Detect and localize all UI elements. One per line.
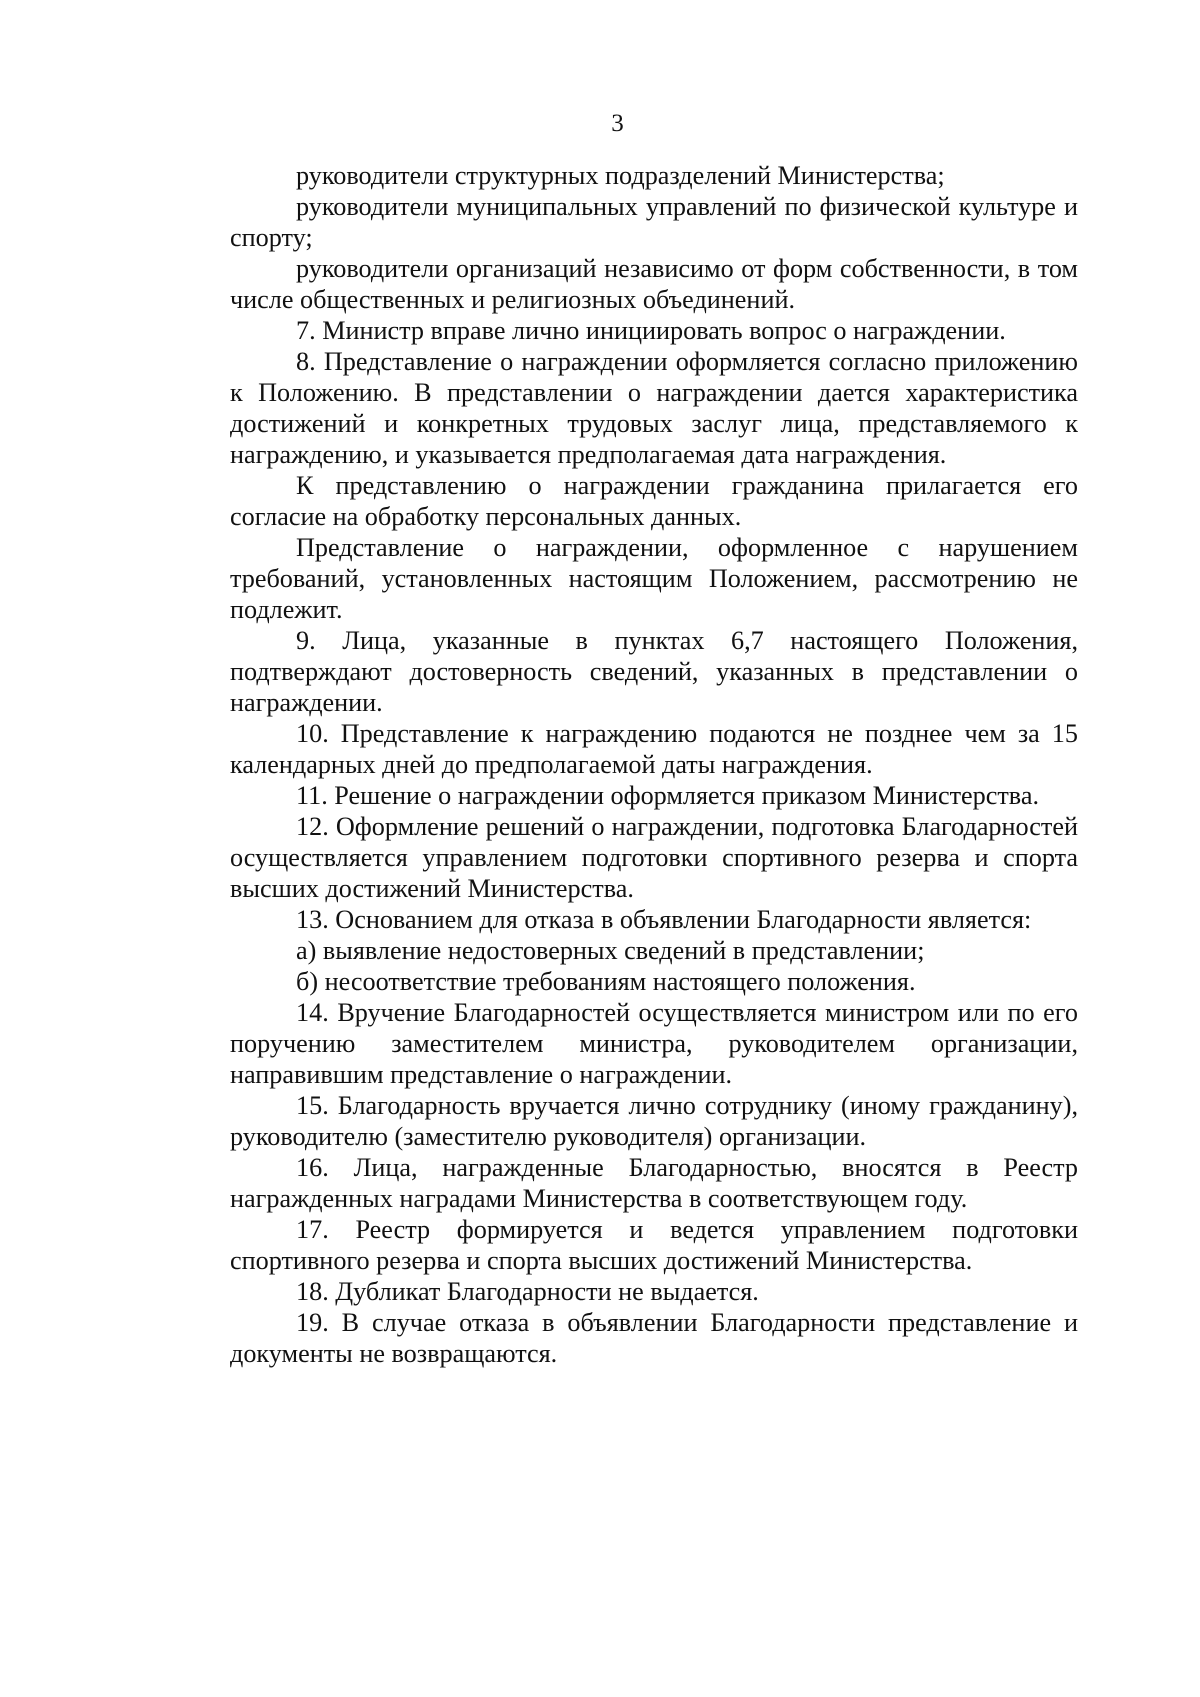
- paragraph: 19. В случае отказа в объявлении Благодарности представление и документы не возвращаются.: [230, 1308, 1078, 1368]
- paragraph: 15. Благодарность вручается лично сотруднику (иному гражданину), руководителю (заместителю руководителя) организации.: [230, 1091, 1078, 1151]
- paragraph: руководители организаций независимо от форм собственности, в том числе общественных и религиозных объединений.: [230, 254, 1078, 314]
- paragraph: Представление о награждении, оформленное с нарушением требований, установленных настоящим Положением, рассмотрению не подлежит.: [230, 533, 1078, 624]
- paragraph: 10. Представление к награждению подаются не позднее чем за 15 календарных дней до предполагаемой даты награждения.: [230, 719, 1078, 779]
- paragraph: К представлению о награждении гражданина прилагается его согласие на обработку персональных данных.: [230, 471, 1078, 531]
- paragraph: 8. Представление о награждении оформляется согласно приложению к Положению. В представлении о награждении дается характеристика достижений и конкретных трудовых заслуг лица, представляемого к награждению, и указывается предполагаемая дата награждения.: [230, 347, 1078, 469]
- page-number: 3: [611, 110, 624, 137]
- paragraph: 7. Министр вправе лично инициировать вопрос о награждении.: [296, 316, 1006, 345]
- paragraph: 14. Вручение Благодарностей осуществляется министром или по его поручению заместителем министра, руководителем организации, направившим представление о награждении.: [230, 998, 1078, 1089]
- paragraph: 9. Лица, указанные в пунктах 6,7 настоящего Положения, подтверждают достоверность сведений, указанных в представлении о награждении.: [230, 626, 1078, 717]
- paragraph: 13. Основанием для отказа в объявлении Благодарности является:: [296, 905, 1032, 934]
- paragraph: 16. Лица, награжденные Благодарностью, вносятся в Реестр награжденных наградами Министерства в соответствующем году.: [230, 1153, 1078, 1213]
- paragraph: б) несоответствие требованиям настоящего положения.: [296, 967, 916, 996]
- paragraph: 11. Решение о награждении оформляется приказом Министерства.: [296, 781, 1039, 810]
- paragraph: руководители структурных подразделений Министерства;: [296, 161, 945, 190]
- document-body: [230, 160, 1078, 1369]
- paragraph: 12. Оформление решений о награждении, подготовка Благодарностей осуществляется управлением подготовки спортивного резерва и спорта высших достижений Министерства.: [230, 812, 1078, 903]
- paragraph: 18. Дубликат Благодарности не выдается.: [296, 1277, 759, 1306]
- paragraph: руководители муниципальных управлений по физической культуре и спорту;: [230, 192, 1078, 252]
- paragraph: 17. Реестр формируется и ведется управлением подготовки спортивного резерва и спорта высших достижений Министерства.: [230, 1215, 1078, 1275]
- paragraph: а) выявление недостоверных сведений в представлении;: [296, 936, 925, 965]
